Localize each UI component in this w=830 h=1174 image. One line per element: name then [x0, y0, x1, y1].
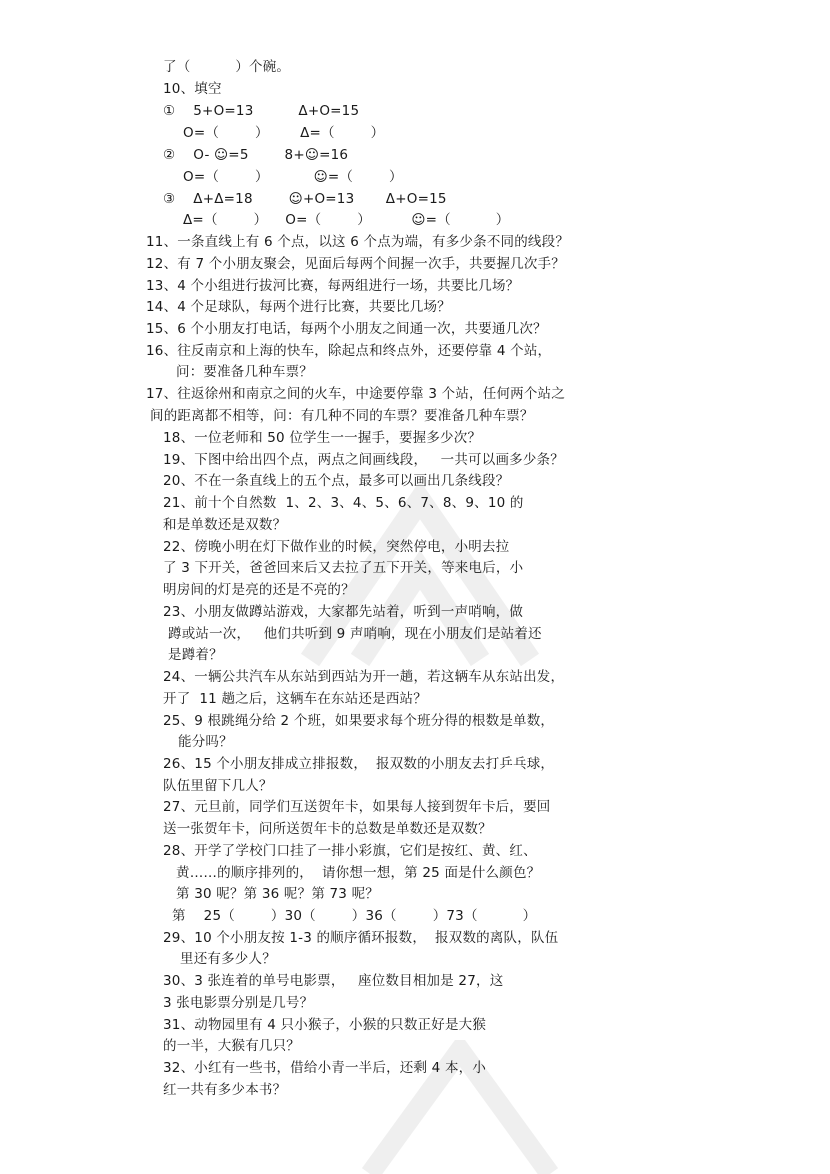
- question-28: 28、开学了学校门口挂了一排小彩旗，它们是按红、黄、红、: [163, 843, 537, 859]
- question-31-cont: 的一半，大猴有几只？: [163, 1038, 300, 1054]
- question-13: 13、4 个小组进行拔河比赛，每两组进行一场，共要比几场？: [146, 278, 520, 294]
- text-line: O=（ ） ☺=（ ）: [183, 169, 403, 185]
- question-25-cont: 能分吗？: [178, 734, 233, 750]
- question-17-cont: 间的距离都不相等，问：有几种不同的车票？要准备几种车票？: [150, 408, 534, 424]
- question-28-cont: 第 30 呢？第 36 呢？第 73 呢？: [176, 886, 379, 902]
- question-16: 16、往反南京和上海的快车，除起点和终点外，还要停靠 4 个站，: [146, 343, 552, 359]
- question-17: 17、往返徐州和南京之间的火车，中途要停靠 3 个站，任何两个站之: [146, 386, 565, 402]
- question-30: 30、3 张连着的单号电影票， 座位数目相加是 27，这: [163, 973, 504, 989]
- text-line: ① 5+O=13 Δ+O=15: [163, 103, 360, 119]
- question-23-cont: 蹲或站一次， 他们共听到 9 声哨响，现在小朋友们是站着还: [168, 626, 542, 642]
- question-25: 25、9 根跳绳分给 2 个班，如果要求每个班分得的根数是单数，: [163, 713, 555, 729]
- question-22-cont: 了 3 下开关，爸爸回来后又去拉了五下开关，等来电后，小: [163, 560, 524, 576]
- question-24-cont: 开了 11 趟之后，这辆车在东站还是西站？: [163, 691, 427, 707]
- question-27-cont: 送一张贺年卡，问所送贺年卡的总数是单数还是双数？: [163, 821, 492, 837]
- question-29-cont: 里还有多少人？: [180, 951, 276, 967]
- text-line: 了（ ）个碗。: [163, 59, 291, 75]
- question-21-cont: 和是单数还是双数？: [163, 517, 287, 533]
- question-21: 21、前十个自然数 1、2、3、4、5、6、7、8、9、10 的: [163, 495, 524, 511]
- question-22: 22、傍晚小明在灯下做作业的时候，突然停电，小明去拉: [163, 539, 510, 555]
- question-27: 27、元旦前，同学们互送贺年卡，如果每人接到贺年卡后，要回: [163, 799, 551, 815]
- question-22-cont: 明房间的灯是亮的还是不亮的？: [163, 582, 355, 598]
- question-28-cont: 黄……的顺序排列的， 请你想一想，第 25 面是什么颜色？: [176, 865, 541, 881]
- question-30-cont: 3 张电影票分别是几号？: [163, 995, 314, 1011]
- text-line: ② O- ☺=5 8+☺=16: [163, 147, 349, 163]
- question-23: 23、小朋友做蹲站游戏，大家都先站着，听到一声哨响，做: [163, 604, 524, 620]
- question-32: 32、小红有一些书，借给小青一半后，还剩 4 本，小: [163, 1060, 487, 1076]
- text-line: ③ Δ+Δ=18 ☺+O=13 Δ+O=15: [163, 191, 447, 207]
- question-32-cont: 红一共有多少本书？: [163, 1082, 287, 1098]
- question-18: 18、一位老师和 50 位学生一一握手，要握多少次？: [163, 430, 482, 446]
- text-line: 10、填空: [163, 81, 222, 97]
- question-12: 12、有 7 个小朋友聚会，见面后每两个间握一次手，共要握几次手？: [146, 256, 565, 272]
- question-16-cont: 问：要准备几种车票？: [176, 364, 313, 380]
- question-14: 14、4 个足球队，每两个进行比赛，共要比几场？: [146, 299, 451, 315]
- text-line: Δ=（ ） O=（ ） ☺=（ ）: [183, 212, 510, 228]
- question-23-cont: 是蹲着？: [168, 647, 223, 663]
- question-24: 24、一辆公共汽车从东站到西站为开一趟，若这辆车从东站出发，: [163, 669, 565, 685]
- question-26-cont: 队伍里留下几人？: [163, 778, 273, 794]
- question-29: 29、10 个小朋友按 1-3 的顺序循环报数， 报双数的离队，队伍: [163, 930, 559, 946]
- question-11: 11、一条直线上有 6 个点，以这 6 个点为端，有多少条不同的线段？: [146, 234, 570, 250]
- question-15: 15、6 个小朋友打电话，每两个小朋友之间通一次，共要通几次？: [146, 321, 547, 337]
- question-31: 31、动物园里有 4 只小猴子，小猴的只数正好是大猴: [163, 1017, 487, 1033]
- question-28-answers: 第 25（ ）30（ ）36（ ）73（ ）: [172, 908, 537, 924]
- question-26: 26、15 个小朋友排成立排报数， 报双数的小朋友去打乒乓球，: [163, 756, 555, 772]
- text-line: O=（ ） Δ=（ ）: [183, 125, 385, 141]
- question-19: 19、下图中给出四个点，两点之间画线段， 一共可以画多少条？: [163, 452, 564, 468]
- question-20: 20、不在一条直线上的五个点，最多可以画出几条线段？: [163, 473, 510, 489]
